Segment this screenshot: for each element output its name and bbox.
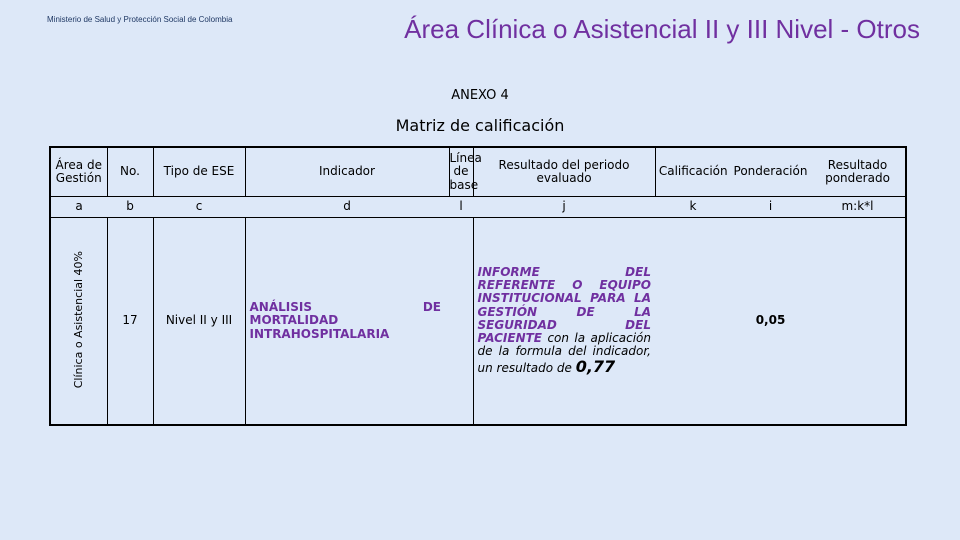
letter-row xyxy=(50,197,906,218)
table-row xyxy=(50,218,906,426)
resultado-value: 0,77 xyxy=(575,357,616,377)
cell-calificacion xyxy=(655,218,731,426)
cell-indicador xyxy=(245,218,449,426)
resultado-source: INFORME DEL REFERENTE O EQUIPO INSTITUCIONAL PARA LA GESTIÓN DE LA SEGURIDAD DEL PACIENTE xyxy=(477,265,651,345)
indicador-word2: DE xyxy=(422,300,441,315)
letter-area: a xyxy=(50,197,107,218)
header-calificacion: Calificación xyxy=(655,147,731,197)
letter-resultado-ponderado: m:k*l xyxy=(810,197,906,218)
header-ponderacion: Ponderación xyxy=(731,147,810,197)
annex-label: ANEXO 4 xyxy=(451,88,509,103)
letter-indicador: d xyxy=(245,197,449,218)
cell-tipo: Nivel II y III xyxy=(153,218,245,426)
cell-resultado xyxy=(473,218,655,426)
cell-ponderacion: 0,05 xyxy=(755,313,786,328)
header-area: Área de Gestión xyxy=(50,147,107,197)
letter-resultado: j xyxy=(473,197,655,218)
ministry-label: Ministerio de Salud y Protección Social de Colombia xyxy=(47,15,233,24)
page-title: Área Clínica o Asistencial II y III Nivel - Otros xyxy=(404,14,920,44)
area-label: Clínica o Asistencial 40% xyxy=(71,250,85,389)
header-resultado-ponderado: Resultado ponderado xyxy=(810,147,906,197)
letter-tipo: c xyxy=(153,197,245,218)
header-indicador: Indicador xyxy=(245,147,449,197)
header-linea-base: Línea de base xyxy=(449,147,473,197)
letter-calificacion: k xyxy=(655,197,731,218)
letter-no: b xyxy=(107,197,153,218)
indicador-line2: MORTALIDAD xyxy=(249,313,339,328)
rating-matrix-table xyxy=(49,146,907,426)
header-tipo: Tipo de ESE xyxy=(153,147,245,197)
cell-no: 17 xyxy=(107,218,153,426)
header-no: No. xyxy=(107,147,153,197)
resultado-text: con la aplicación de la formula del indicador, un resultado de xyxy=(477,330,651,376)
cell-linea-base xyxy=(449,218,473,426)
cell-resultado-ponderado xyxy=(810,218,906,426)
letter-linea: l xyxy=(449,197,473,218)
indicador-line3: INTRAHOSPITALARIA xyxy=(249,326,390,341)
header-row xyxy=(50,147,906,197)
cell-area xyxy=(50,218,107,426)
indicador-word1: ANÁLISIS xyxy=(249,300,312,315)
matrix-title: Matriz de calificación xyxy=(395,116,565,135)
header-resultado: Resultado del periodo evaluado xyxy=(473,147,655,197)
letter-ponderacion: i xyxy=(731,197,810,218)
